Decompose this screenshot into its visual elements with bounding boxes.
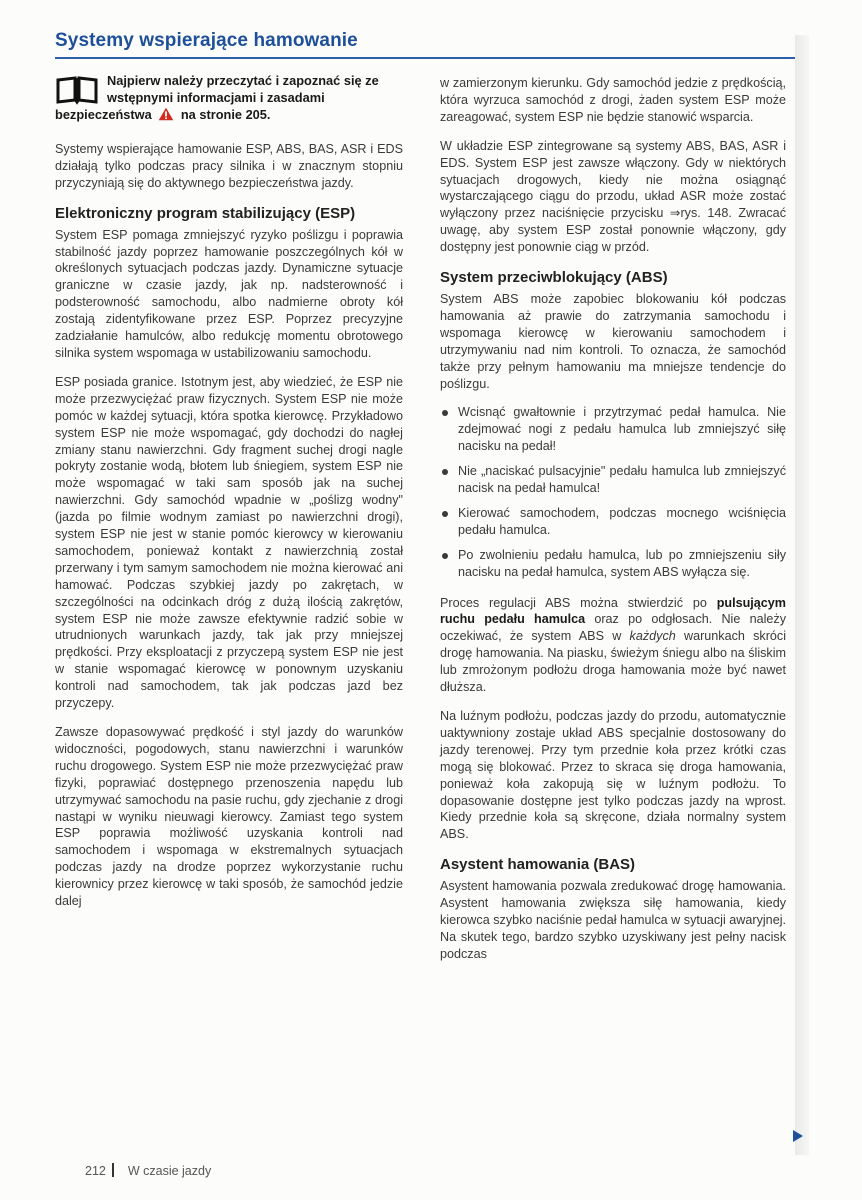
bullet-dot	[442, 469, 448, 475]
abs-p2-text: Proces regulacji ABS można stwierdzić po	[440, 595, 707, 610]
intro-note	[55, 72, 403, 123]
bas-heading: Asystent hamowania (BAS)	[440, 856, 636, 874]
continued-paragraph: w zamierzonym kierunku. Gdy samochód jedzie z prędkością, która wyrzuca samochód z drogi, żaden system ESP może zareagować, system ESP nie będzie stanowić wsparcia.	[440, 76, 786, 124]
esp-heading: Elektroniczny program stabilizujący (ESP)	[55, 204, 356, 222]
page-footer	[85, 1163, 211, 1178]
open-book-icon	[55, 75, 99, 105]
page-edge-shadow	[795, 35, 809, 1155]
abs-paragraph-3: Na luźnym podłożu, podczas jazdy do przodu, automatycznie uaktywniony zostaje układ ABS specjalnie dostosowany do jazdy terenowej. Przy tym przednie koła przez krótki czas mogą się blokować. Przez to skraca się droga hamowania, ponieważ koła zakopują się w luźnym podłożu. To dopasowanie dostępne jest tylko podczas jazdy na wprost. Kiedy przednie koła są skręcone, działa normalny system ABS.	[440, 709, 786, 842]
list-item	[440, 547, 786, 581]
esp-integration-text-end: . Zwracać uwagę, aby system ESP został ponownie włączony, gdy dostępny jest ponownie ciąg w przód.	[440, 206, 786, 255]
bas-paragraph-1: Asystent hamowania pozwala zredukować drogę hamowania. Asystent hamowania zwiększa siłę hamowania, kiedy kierowca szybko naciśnie pedał hamulca w sytuacji awaryjnej. Na skutek tego, bardzo szybko uzyskiwany jest pełny nacisk podczas	[440, 879, 786, 961]
list-item	[440, 463, 786, 497]
note-text: Najpierw należy przeczytać i zapoznać się ze wstępnymi informacjami i zasadami bezpieczeństwa	[55, 73, 379, 122]
page-title: Systemy wspierające hamowanie	[55, 30, 358, 51]
page-header	[55, 30, 805, 60]
bullet-text: Kierować samochodem, podczas mocnego wciśnięcia pedału hamulca.	[458, 505, 786, 537]
list-item	[440, 404, 786, 455]
abs-p2-text-end: warunkach skróci drogę hamowania. Na piasku, świeżym śniegu albo na śliskim lub zmrożonym podłożu droga hamowania może być nawet dłuższa.	[440, 629, 787, 695]
page-number: 212	[85, 1164, 106, 1178]
left-column	[55, 72, 403, 922]
esp-paragraph-3: Zawsze dopasowywać prędkość i styl jazdy do warunków widoczności, pogodowych, stanu nawierzchni i warunków ruchu drogowego. System ESP nie może przezwyciężać praw fizyki, poprawiać dostępnego przenoszenia napędu lub utrzymywać samochodu na pasie ruchu, gdy zjechanie z drogi nastąpi w wyniku nieuwagi kierowcy. Zamiast tego system ESP poprawia możliwość uzyskania kontroli nad samochodem i wspomaga w ekstremalnych sytuacjach podczas jazdy na drodze poprzez wykorzystanie ruchu kierownicy przez kierowcę w taki sposób, że samochód jedzie dalej	[55, 725, 403, 909]
bullet-text: Wcisnąć gwałtownie i przytrzymać pedał hamulca. Nie zdejmować nogi z pedału hamulca lub zmniejszyć siłę nacisku na pedał!	[458, 405, 786, 454]
abs-paragraph-1: System ABS może zapobiec blokowaniu kół podczas hamowania aż prawie do zatrzymania samochodu i wspomaga kierowcę w kierowaniu samochodem i utrzymywaniu nad nim kontroli. To oznacza, że samochód także przy pełnym hamowaniu ma mniejsze tendencje do poślizgu.	[440, 291, 786, 391]
footer-separator	[112, 1163, 114, 1177]
bullet-dot	[442, 553, 448, 559]
intro-paragraph: Systemy wspierające hamowanie ESP, ABS, BAS, ASR i EDS działają tylko podczas pracy silnika i w znacznym stopniu przyczyniają się do aktywnego bezpieczeństwa jazdy.	[55, 142, 403, 190]
esp-paragraph-2: ESP posiada granice. Istotnym jest, aby wiedzieć, że ESP nie może przezwyciężać praw fizycznych. System ESP nie może pomóc w każdej sytuacji, która spotka kierowcę. Przykładowo system ESP nie może wspomagać, gdy dochodzi do nagłej zmiany stanu nawierzchni. Gdy fragment suchej drogi nagle pokryty zostanie wodą, błotem lub śniegiem, system ESP nie może wspomagać w taki sam sposób jak na suchej nawierzchni. Gdy samochód wpadnie w „poślizg wodny" (jazda po filmie wodnym zamiast po nawierzchni drogi), system ESP nie jest w stanie pomóc kierowcy w kierowaniu samochodem, ponieważ kontakt z nawierzchnią został przerwany i tym samym samochodem nie można kierować ani hamować. Podczas szybkiej jazdy po zakrętach, w szczególności na odcinkach dróg z dużą ilością zakrętów, system ESP nie może zawsze efektywnie radzić sobie w utrudnionych warunkach jazdy, tak jak przy mniejszej prędkości. Przy eksploatacji z przyczepą system ESP nie jest w stanie wspomagać kierowcę w ponownym uzyskaniu kontroli nad samochodem, tak jak podczas jazd bez przyczepy.	[55, 374, 403, 711]
bullet-dot	[442, 511, 448, 517]
section-name: W czasie jazdy	[127, 1164, 212, 1178]
abs-p2-italic: każdych	[629, 629, 676, 644]
warning-triangle-icon	[158, 107, 174, 121]
bullet-text: Po zwolnieniu pedału hamulca, lub po zmniejszeniu siły nacisku na pedał hamulca, system ABS wyłącza się.	[458, 547, 786, 579]
bullet-dot	[442, 410, 448, 416]
esp-integration-text: W układzie ESP zintegrowane są systemy ABS, BAS, ASR i EDS. System ESP jest zawsze włączony. Gdy w niektórych sytuacjach drogowych, kiedy nie można osiągnąć wystarczającego ciągu do przodu, układ ASR może zostać wyłączony przez naciśnięcie przycisku	[440, 138, 786, 221]
abs-p2-text-mid: oraz po odgłosach. Nie należy oczekiwać, że system ABS w	[440, 612, 786, 644]
bullet-text: Nie „naciskać pulsacyjnie" pedału hamulca lub zmniejszyć nacisk na pedał hamulca!	[458, 464, 786, 496]
continue-arrow-icon	[793, 1130, 803, 1142]
list-item	[440, 505, 786, 539]
right-column	[440, 75, 786, 975]
figure-reference-link[interactable]: ⇒rys. 148	[669, 206, 729, 221]
title-rule	[55, 57, 805, 59]
esp-paragraph-1: System ESP pomaga zmniejszyć ryzyko poślizgu i poprawia stabilność jazdy poprzez hamowanie poszczególnych kół w określonych sytuacjach podczas jazdy. Dynamiczne sytuacje graniczne w czasie jazdy, jak np. nadsterowność i podsterowność samochodu, albo nadmierne obroty kół zostają zidentyfikowane przez ESP. Poprzez precyzyjne zadziałanie hamulców, albo redukcję momentu obrotowego silnika system wspomaga w ustabilizowaniu samochodu.	[55, 227, 403, 360]
abs-paragraph-2	[440, 595, 786, 696]
esp-integration-paragraph	[440, 138, 786, 256]
note-text-end: na stronie 205.	[180, 107, 271, 122]
abs-heading: System przeciwblokujący (ABS)	[440, 269, 668, 287]
abs-p2-emphasis: pulsującym ruchu pedału hamulca	[440, 595, 787, 627]
